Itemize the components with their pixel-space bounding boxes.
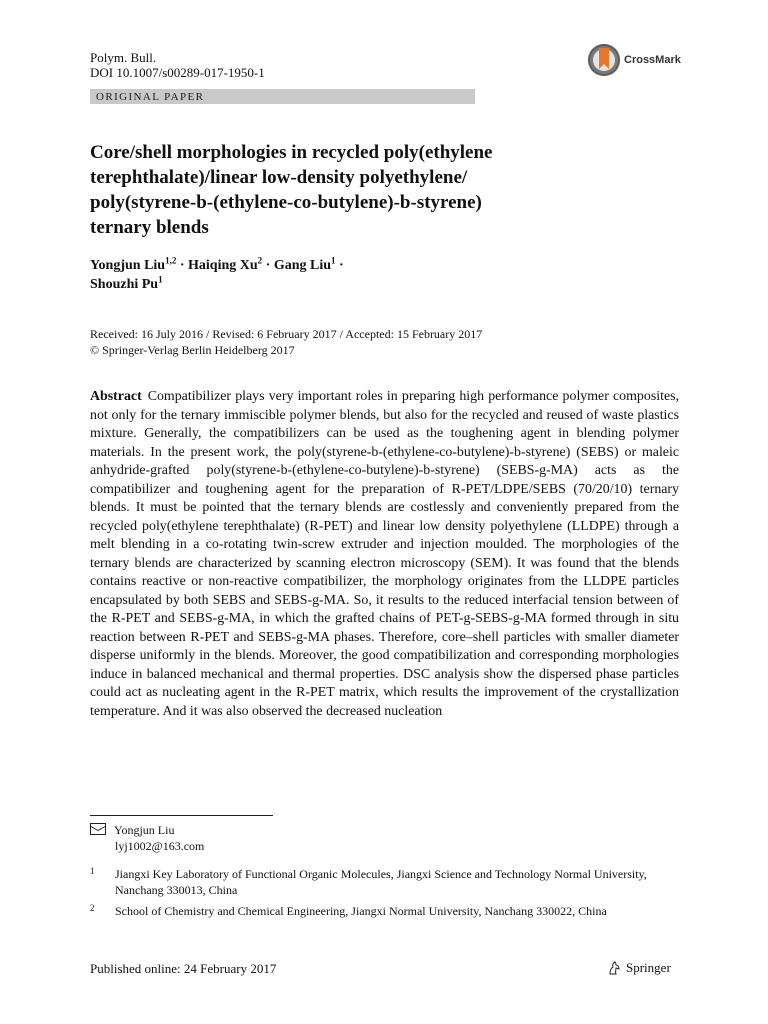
author-name: Yongjun Liu — [90, 258, 166, 273]
envelope-icon — [90, 823, 106, 835]
corresponding-name: Yongjun Liu — [114, 823, 175, 837]
crossmark-badge[interactable] — [588, 42, 681, 78]
journal-info — [90, 50, 265, 80]
article-type: ORIGINAL PAPER — [96, 91, 205, 103]
corresponding-author — [90, 822, 204, 854]
author-affil: 1 — [331, 255, 336, 266]
affiliation-number: 2 — [90, 903, 95, 913]
abstract — [90, 388, 679, 721]
crossmark-icon — [588, 44, 620, 76]
affiliation-number: 1 — [90, 866, 95, 876]
title-line: poly(styrene-b-(ethylene-co-butylene)-b-styrene) — [90, 192, 482, 213]
published-online: Published online: 24 February 2017 — [90, 961, 277, 976]
affiliation-text: School of Chemistry and Chemical Engineering, Jiangxi Normal University, Nanchang 330022, China — [115, 904, 607, 918]
publisher-name: Springer — [626, 960, 671, 975]
publication-history — [90, 326, 482, 358]
affiliation-text: Jiangxi Key Laboratory of Functional Organic Molecules, Jiangxi Science and Technology Normal University, Nanchang 330013, China — [115, 867, 647, 897]
abstract-heading: Abstract — [90, 389, 142, 404]
paper-title — [90, 140, 690, 240]
title-line: Core/shell morphologies in recycled poly(ethylene — [90, 142, 493, 163]
author-list: Yongjun Liu$^{1,2}$ · Haiqing $Xu^2$ · Gang Liu$^1$ · Shouzhi Pu$^1$ — [90, 255, 344, 292]
abstract-text: Compatibilizer plays very important roles in preparing high performance polymer composites, not only for the ternary immiscible polymer blends, but also for the recycled and reused of waste plastics mixture. Generally, the compatibilizers can be used as the toughening agent in blending polymer materials. In the present work, the poly(styrene-b-(ethylene-co-butylene)-b-styrene) (SEBS) or maleic anhydride-grafted poly(styrene-b-(ethylene-co-butylene)-b-styrene) (SEBS-g-MA) acts as the compatibilizer and toughening agent for the preparation of R-PET/LDPE/SEBS (70/20/10) ternary blends. It must be pointed that the ternary blends are costlessly and conveniently prepared from the recycled poly(ethylene terephthalate) (R-PET) and linear low density polyethylene (LLDPE) through a melt blending in a co-rotating twin-screw extruder and injection moulded. The morphologies of the ternary blends are characterized by scanning electron microscopy (SEM). It was found that the blends contains reactive or non-reactive compatibilizer, the morphology originates from the LLDPE particles encapsulated by both SEBS and SEBS-g-MA. So, it results to the reduced interfacial tension between of the R-PET and SEBS-g-MA, in which the grafted chains of PET-g-SEBS-g-MA formed through in situ reaction between R-PET and SEBS-g-MA phases. Therefore, core–shell particles with smaller diameter disperse uniformly in the blends. Moreover, the good compatibilization and corresponding morphologies induce in balanced mechanical and thermal properties. DSC analysis show the dispersed phase particles could act as nucleating agent in the R-PET matrix, which results the improvement of the crystallization temperature. And it was also observed the decreased nucleation — [90, 389, 679, 719]
author-name: Haiqing Xu — [188, 258, 258, 273]
springer-horse-icon — [607, 961, 621, 975]
author-name: Gang Liu — [273, 258, 332, 273]
corresponding-email[interactable]: lyj1002@163.com — [115, 839, 205, 853]
author-affil: 1,2 — [165, 255, 177, 266]
publisher-logo — [607, 959, 671, 977]
author-affil: 1 — [158, 274, 163, 285]
footnote-divider — [90, 815, 273, 816]
crossmark-label: CrossMark — [624, 54, 681, 66]
author-affil: 2 — [257, 255, 263, 266]
copyright: © Springer-Verlag Berlin Heidelberg 2017 — [90, 343, 295, 357]
journal-name: Polym. Bull. — [90, 50, 157, 65]
title-line: terephthalate)/linear low-density polyethylene/ — [90, 167, 468, 188]
doi[interactable]: DOI 10.1007/s00289-017-1950-1 — [90, 65, 265, 80]
history-dates: Received: 16 July 2016 / Revised: 6 February 2017 / Accepted: 15 February 2017 — [90, 327, 483, 341]
author-name: Shouzhi Pu — [90, 277, 159, 292]
title-line: ternary blends — [90, 217, 209, 238]
